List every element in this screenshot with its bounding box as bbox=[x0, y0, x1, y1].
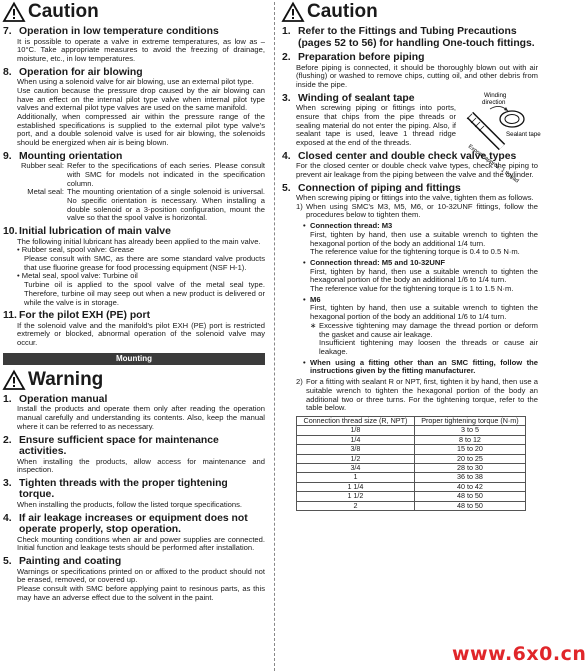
section-title: Winding of sealant tape bbox=[298, 92, 415, 104]
warning-maintenance-space: 2. Ensure sufficient space for maintenance activities. When installing the products, allow access for maintenance and inspection. bbox=[3, 434, 265, 475]
table-row bbox=[297, 492, 526, 501]
section-title: Tighten threads with the proper tightening torque. bbox=[19, 477, 228, 501]
mounting-banner: Mounting bbox=[3, 353, 265, 365]
sealant-tape-figure bbox=[462, 89, 541, 185]
torque-cell: 48 to 50 bbox=[414, 501, 525, 510]
table-row bbox=[297, 482, 526, 491]
section-sealant-tape: 3. Winding of sealant tape When screwing piping or fittings into ports, ensure that chips from the pipe threads or sealing material do not enter the piping. Also, if sealant tape is used, leave 1 thread ridge exposed at the end of the threads. Winding direction Sealant tape Expose approx. 1 thread bbox=[282, 93, 538, 148]
table-header-size: Connection thread size (R, NPT) bbox=[297, 416, 415, 425]
watermark-logo: www.6x0.cn bbox=[452, 643, 586, 665]
section-title: If air leakage increases or equipment does not operate properly, stop operation. bbox=[19, 512, 248, 536]
m3-heading: • Connection thread: M3 bbox=[303, 221, 393, 231]
thread-size-cell: 1 bbox=[297, 473, 415, 482]
section-pilot-exh: 11. For the pilot EXH (PE) port If the solenoid valve and the manifold's pilot EXH (PE) port is restricted extremely or blocked, abnormal operation of the solenoid valve may occur. bbox=[3, 310, 265, 348]
tightening-torque-table bbox=[296, 416, 526, 511]
torque-cell: 40 to 42 bbox=[414, 482, 525, 491]
section-fittings-precautions: 1. Refer to the Fittings and Tubing Precautions (pages 52 to 56) for handling One-touch fittings. bbox=[282, 26, 538, 49]
section-mounting-orientation: 9. Mounting orientation Rubber seal: Refer to the specifications of each series. Please consult with SMC for models not indicated in the specification column. Metal seal: The mounting orientation of a single solenoid is universal. No specific orientation is necessary. When installing a double solenoid or a 3-position configuration, mount the valve so that the spool valve is horizontal. bbox=[3, 150, 265, 223]
table-row bbox=[297, 445, 526, 454]
torque-cell: 20 to 25 bbox=[414, 454, 525, 463]
thread-size-cell: 3/8 bbox=[297, 445, 415, 454]
thread-size-cell: 1 1/4 bbox=[297, 482, 415, 491]
caution-heading-left: Caution bbox=[3, 1, 265, 23]
m5-heading: • Connection thread: M5 and 10-32UNF bbox=[303, 257, 446, 267]
thread-size-cell: 1/2 bbox=[297, 454, 415, 463]
thread-size-cell: 3/4 bbox=[297, 463, 415, 472]
warning-triangle-icon bbox=[3, 2, 25, 22]
warning-operation-manual: 1. Operation manual Install the products and operate them only after reading the operation manual carefully and understanding its contents. Also, keep the manual where it can be referred to as necessary. bbox=[3, 393, 265, 431]
caution-heading-right: Caution bbox=[282, 1, 538, 23]
section-title: Initial lubrication of main valve bbox=[19, 226, 171, 238]
column-divider bbox=[274, 2, 275, 671]
warning-triangle-icon bbox=[3, 370, 25, 390]
left-column bbox=[3, 0, 265, 602]
warning-painting: 5. Painting and coating Warnings or specifications printed on or affixed to the product should not be erased, removed, or covered up. Please consult with SMC before applying paint to resinous parts, as this may have an adverse effect due to the solvent in the paint. bbox=[3, 556, 265, 602]
table-row bbox=[297, 463, 526, 472]
table-row bbox=[297, 435, 526, 444]
thread-size-cell: 1 1/2 bbox=[297, 492, 415, 501]
section-title: Operation for air blowing bbox=[19, 66, 143, 78]
table-row bbox=[297, 473, 526, 482]
table-row bbox=[297, 501, 526, 510]
warning-triangle-icon bbox=[282, 2, 304, 22]
torque-cell: 28 to 30 bbox=[414, 463, 525, 472]
section-title: Operation manual bbox=[19, 393, 108, 405]
excessive-tightening-note: ∗ Excessive tightening may damage the thread portion or deform the gasket and cause air leakage. Insufficient tightening may loosen the threads or cause air leakage. bbox=[310, 320, 538, 356]
torque-cell: 8 to 12 bbox=[414, 435, 525, 444]
section-connection-piping: 5. Connection of piping and fittings When screwing piping or fittings into the valve, tighten them as follows. 1) When using SMC's M3, M5, M6, or 10-32UNF fittings, follow the procedures below to tighten them. • Connection thread: M3 First, tighten by hand, then use a suitable wrench to tighten the hexagonal portion of the body an additional 1/4 turn. The reference value for the tightening torque is 0.4 to 0.5 N·m. • Connection thread: M5 and 10-32UNF First, tighten by hand, then use a suitable wrench to tighten the hexagonal portion of the body an additional 1/6 to 1/4 turn. The reference value for the tightening torque is 1 to 1.5 N·m. • M6 First, tighten by hand, then use a suitable wrench to tighten the hexagonal portion of the body an additional 1/6 to 1/4 turn. ∗ Excessive tightening may damage the thread portion or deform the gasket and cause air leakage. Insufficient tightening may loosen the threads or cause air leakage. • When using a fitting other than an SMC fitting, follow the instructions given by the fitting manufacturer. 2) For a fitting with sealant R or NPT, first, tighten it by hand, then use a suitable wrench to tighten the hexagonal portion of the body an additional two or three turns. For the tightening torque, refer to the table below. Connection thread size (R, NPT) Proper tightening torque (N·m) 1/8 3 to 5 1/4 8 to 12 3/8 15 to 20 1/2 20 to 25 3/4 28 to 30 1 36 to 38 1 1/4 40 to 42 1 1/2 48 to 50 2 48 to 50 bbox=[282, 182, 538, 510]
thread-size-cell: 1/8 bbox=[297, 426, 415, 435]
fig-direction-label: direction bbox=[482, 98, 506, 106]
warning-heading: Warning bbox=[3, 369, 265, 391]
section-initial-lubrication: 10. Initial lubrication of main valve The following initial lubricant has already been applied to the main valve. • Rubber seal, spool valve: Grease Please consult with SMC, as there are some standard valve products that use fluorine grease for food processing equipment (NSF H-1). • Metal seal, spool valve: Turbine oil Turbine oil is applied to the spool valve of the metal seal type. Therefore, turbine oil may seep out when a new product is delivered or while the valve is in storage. bbox=[3, 226, 265, 307]
section-title: Refer to the Fittings and Tubing Precautions (pages 52 to 56) for handling One-touch fittings. bbox=[298, 26, 535, 49]
section-title: Connection of piping and fittings bbox=[298, 182, 461, 194]
warning-tighten-threads: 3. Tighten threads with the proper tightening torque. When installing the products, follow the listed torque specifications. bbox=[3, 478, 265, 510]
section-title: Mounting orientation bbox=[19, 150, 123, 162]
table-row bbox=[297, 426, 526, 435]
thread-size-cell: 2 bbox=[297, 501, 415, 510]
section-title: Operation in low temperature conditions bbox=[19, 26, 219, 37]
section-closed-center: 4. Closed center and double check valve types For the closed center or double check valve types, check the piping to prevent air leakage from the piping between the valve and the cylinder. bbox=[282, 150, 538, 179]
fig-expose-label: Expose approx. 1 thread bbox=[466, 143, 520, 185]
fig-sealant-label: Sealant tape bbox=[506, 130, 541, 138]
m6-heading: • M6 bbox=[303, 294, 321, 304]
other-fitting-note: • When using a fitting other than an SMC fitting, follow the instructions given by the fitting manufacturer. bbox=[303, 357, 538, 376]
torque-cell: 3 to 5 bbox=[414, 426, 525, 435]
thread-size-cell: 1/4 bbox=[297, 435, 415, 444]
warning-air-leakage: 4. If air leakage increases or equipment does not operate properly, stop operation. Check mounting conditions when air and power supplies are connected. Initial function and leakage tests should be performed after installation. bbox=[3, 512, 265, 553]
section-air-blowing: 8. Operation for air blowing When using a solenoid valve for air blowing, use an external pilot type. Use caution because the pressure drop caused by the air blowing can have an effect on the internal pilot type valve when internal pilot type valves and external pilot type valves are used on the same manifold. Additionally, when compressed air within the pressure range of the established specifications is supplied to the external pilot type valve's port, and a double solenoid valve is used for air blowing, the solenoids should be energized when air is being blown. bbox=[3, 66, 265, 148]
table-header-torque: Proper tightening torque (N·m) bbox=[414, 416, 525, 425]
section-title: Painting and coating bbox=[19, 556, 122, 568]
table-row bbox=[297, 454, 526, 463]
torque-cell: 15 to 20 bbox=[414, 445, 525, 454]
section-preparation-piping: 2. Preparation before piping Before piping is connected, it should be thoroughly blown out with air (flushing) or washed to remove chips, cutting oil, and other debris from inside the pipe. bbox=[282, 52, 538, 89]
right-column bbox=[282, 0, 541, 511]
section-title: Preparation before piping bbox=[298, 52, 425, 63]
torque-cell: 48 to 50 bbox=[414, 492, 525, 501]
fig-winding-label: Winding bbox=[484, 91, 507, 99]
section-low-temperature: 7. Operation in low temperature conditions It is possible to operate a valve in extreme temperatures, as low as –10°C. Take appropriate measures to avoid the freezing of drainage, moisture, etc., in low temperatures. bbox=[3, 26, 265, 63]
torque-cell: 36 to 38 bbox=[414, 473, 525, 482]
section-title: Closed center and double check valve types bbox=[298, 150, 517, 162]
section-title: Ensure sufficient space for maintenance activities. bbox=[19, 434, 219, 457]
section-title: For the pilot EXH (PE) port bbox=[19, 310, 151, 322]
